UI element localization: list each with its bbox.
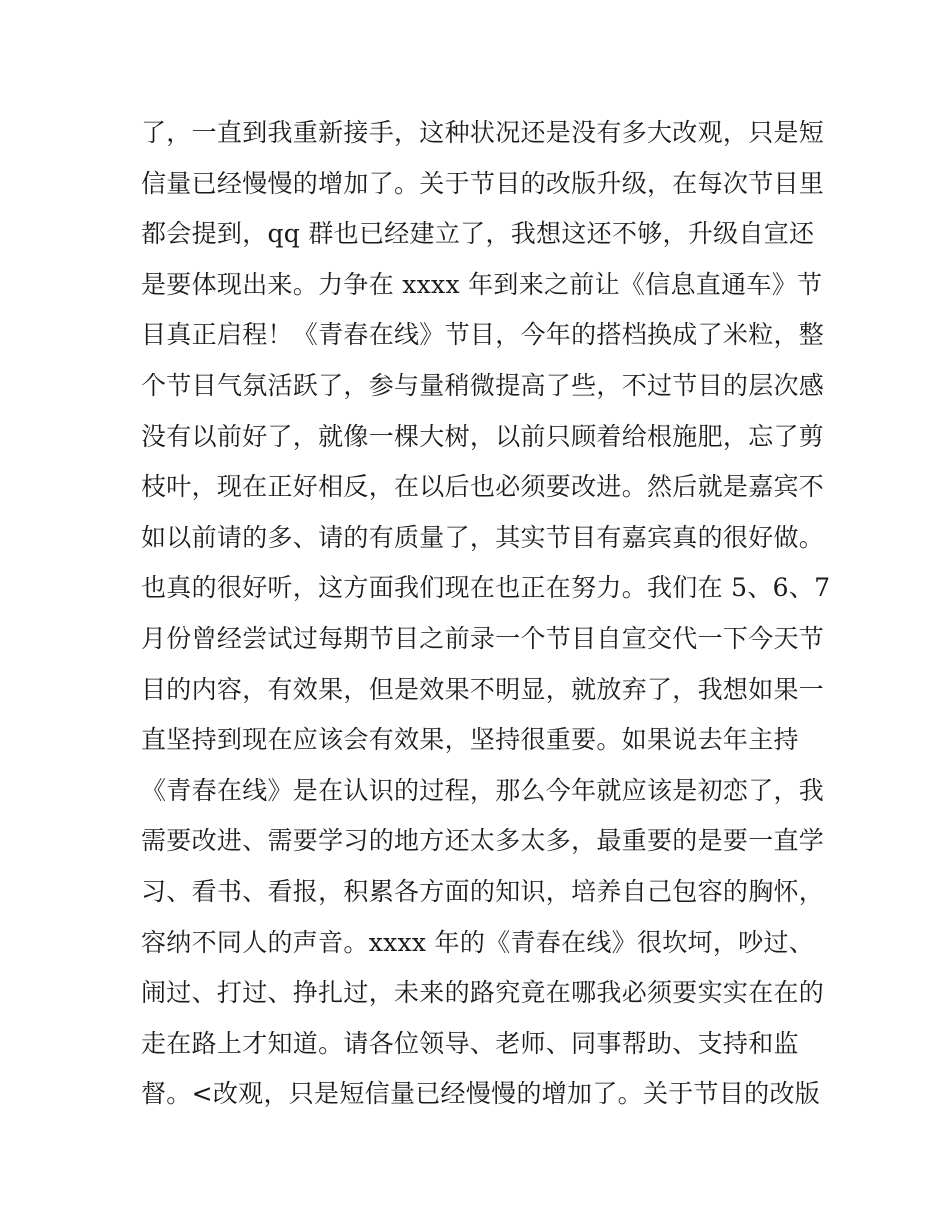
text-line: 了，一直到我重新接手，这种状况还是没有多大改观，只是短 xyxy=(141,118,825,147)
text-line: 走在路上才知道。请各位领导、老师、同事帮助、支持和监 xyxy=(141,1028,799,1058)
text-line: 枝叶，现在正好相反，在以后也必须要改进。然后就是嘉宾不 xyxy=(141,472,825,502)
text-line: 如以前请的多、请的有质量了，其实节目有嘉宾真的很好做。 xyxy=(141,522,825,552)
text-line: 是要体现出来。力争在 xxxx 年到来之前让《信息直通车》节 xyxy=(141,269,823,299)
text-line: 信量已经慢慢的增加了。关于节目的改版升级，在每次节目里 xyxy=(141,168,825,198)
text-line: 月份曾经尝试过每期节目之前录一个节目自宣交代一下今天节 xyxy=(141,623,825,653)
text-line: 《青春在线》是在认识的过程，那么今年就应该是初恋了，我 xyxy=(141,775,825,805)
text-line: 容纳不同人的声音。xxxx 年的《青春在线》很坎坷，吵过、 xyxy=(141,927,815,957)
text-line: 直坚持到现在应该会有效果，坚持很重要。如果说去年主持 xyxy=(141,725,799,755)
text-line: 需要改进、需要学习的地方还太多太多，最重要的是要一直学 xyxy=(141,826,825,856)
text-line: 督。<改观，只是短信量已经慢慢的增加了。关于节目的改版 xyxy=(141,1079,821,1109)
text-line: 没有以前好了，就像一棵大树，以前只顾着给根施肥，忘了剪 xyxy=(141,421,825,451)
text-line: 闹过、打过、挣扎过，未来的路究竟在哪我必须要实实在在的 xyxy=(141,978,825,1008)
text-line: 目真正启程！《青春在线》节目，今年的搭档换成了米粒，整 xyxy=(141,320,825,350)
text-line: 都会提到，qq 群也已经建立了，我想这还不够，升级自宣还 xyxy=(141,219,815,249)
body-text xyxy=(141,108,831,1120)
text-line: 习、看书、看报，积累各方面的知识，培养自己包容的胸怀， xyxy=(141,876,825,906)
text-line: 目的内容，有效果，但是效果不明显，就放弃了，我想如果一 xyxy=(141,674,825,704)
text-line: 也真的很好听，这方面我们现在也正在努力。我们在 5、6、7 xyxy=(141,573,831,603)
text-line: 个节目气氛活跃了，参与量稍微提高了些，不过节目的层次感 xyxy=(141,370,825,400)
